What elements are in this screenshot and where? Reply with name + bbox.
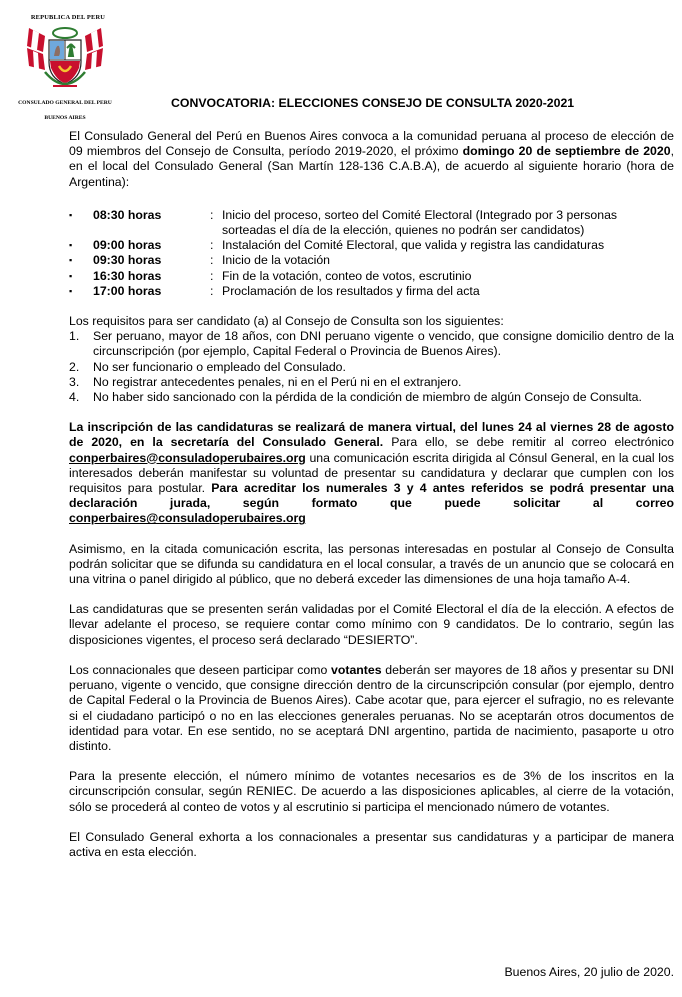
- requirement-number: 2.: [69, 359, 80, 374]
- schedule-desc: Inicio del proceso, sorteo del Comité Electoral (Integrado por 3 personas sorteadas el día de la elección, quienes no podrán ser candidatos): [222, 207, 618, 238]
- schedule-colon: :: [210, 238, 214, 253]
- asimismo-paragraph: Asimismo, en la citada comunicación escrita, las personas interesadas en postular al Consejo de Consulta podrán solicitar que se difunda su candidatura en el local consular, a través de un anuncio que se colocará en una vitrina o panel dirigido al público, que no deberá exceder las dimensiones de una hoja tamaño A-4.: [69, 541, 674, 587]
- requirement-item: [69, 360, 674, 375]
- schedule-item: [69, 238, 674, 253]
- exhort-paragraph: El Consulado General exhorta a los connacionales a presentar sus candidaturas y a participar de manera activa en esta elección.: [69, 829, 674, 859]
- schedule-item: [69, 284, 674, 299]
- requirement-text: No ser funcionario o empleado del Consulado.: [93, 359, 346, 374]
- bullet-icon: ▪: [69, 255, 73, 266]
- requirement-item: [69, 329, 674, 359]
- requirements-intro: Los requisitos para ser candidato (a) al Consejo de Consulta son los siguientes:: [69, 314, 504, 329]
- schedule-colon: :: [210, 253, 214, 268]
- republic-label: REPUBLICA DEL PERU: [30, 14, 106, 21]
- voters-paragraph: [69, 663, 674, 754]
- schedule-time: 16:30 horas: [93, 268, 162, 283]
- coat-of-arms-icon: [23, 26, 107, 96]
- schedule-desc: Instalación del Comité Electoral, que valida y registra las candidaturas: [222, 238, 605, 253]
- registration-bold: La inscripción de las candidaturas se realizará de manera virtual, del lunes 24 al viernes 28 de agosto de 2020, en la secretaría del Consulado General.: [69, 420, 674, 450]
- voters-text: Los connacionales que deseen participar como: [69, 662, 332, 677]
- schedule-time: 08:30 horas: [93, 207, 162, 222]
- requirements-list: [69, 329, 674, 405]
- requirement-number: 4.: [69, 390, 80, 405]
- bullet-icon: ▪: [69, 270, 73, 281]
- schedule-time: 09:30 horas: [93, 253, 162, 268]
- bullet-icon: ▪: [69, 285, 73, 296]
- schedule-colon: :: [210, 283, 214, 298]
- intro-paragraph: [69, 129, 674, 190]
- consulate-label: CONSULADO GENERAL DEL PERU: [18, 100, 112, 107]
- intro-text: El Consulado General del Perú en Buenos Aires convoca a la comunidad peruana al proceso de elección de 09 miembros del Consejo de Consulta, período 2019-2020, el próximo: [69, 129, 674, 159]
- schedule-colon: :: [210, 207, 214, 222]
- schedule-item: [69, 269, 674, 284]
- signature-date: Buenos Aires, 20 julio de 2020.: [504, 965, 674, 979]
- city-label: BUENOS AIRES: [44, 115, 86, 122]
- intro-text-2: , en el local del Consulado General (San Martín 128-136 C.A.B.A), de acuerdo al siguiente horario (hora de Argentina):: [69, 144, 674, 189]
- voters-text-2: deberán ser mayores de 18 años y presentar su DNI peruano, vigente o vencido, que consigne dirección dentro de la circunscripción consular (por ejemplo, dentro de Capital Federal o la Provincia de Buenos Aires). Cabe acotar que, para ejercer el sufragio, no es relevante si el ciudadano participó o no en las elecciones generales peruanas. No se aceptarán otros documentos de identidad para votar. En ese sentido, no se aceptará DNI argentino, partida de nacimiento, pasaporte u otro distinto.: [69, 662, 675, 753]
- voters-bold: votantes: [331, 662, 382, 677]
- schedule-item: [69, 208, 674, 238]
- requirement-number: 3.: [69, 374, 80, 389]
- registration-paragraph: [69, 420, 674, 526]
- election-date: domingo 20 de septiembre de 2020: [462, 144, 671, 159]
- requirement-item: [69, 375, 674, 390]
- schedule-item: [69, 253, 674, 268]
- email-link-2[interactable]: conperbaires@consuladoperubaires.org: [69, 511, 306, 526]
- requirement-text: No haber sido sancionado con la pérdida de la condición de miembro de algún Consejo de Consulta.: [93, 390, 642, 405]
- bullet-icon: ▪: [69, 209, 73, 220]
- schedule-time: 17:00 horas: [93, 283, 162, 298]
- registration-text-2: una comunicación escrita dirigida al Cónsul General, en la cual los interesados deberán manifestar su voluntad de presentar su candidatura y declarar que cumplen con los requisitos para postular.: [69, 450, 674, 496]
- schedule-colon: :: [210, 268, 214, 283]
- registration-text: Para ello, se debe remitir al correo electrónico: [383, 435, 674, 450]
- validation-paragraph: Las candidaturas que se presenten serán validadas por el Comité Electoral el día de la elección. A efectos de llevar adelante el proceso, se requiere contar como mínimo con 9 candidatos. De lo contrario, según las disposiciones vigentes, el proceso será declarado “DESIERTO”.: [69, 602, 674, 647]
- requirement-item: [69, 390, 674, 405]
- document-body: [69, 129, 674, 860]
- requirement-number: 1.: [69, 329, 80, 344]
- bullet-icon: ▪: [69, 240, 73, 251]
- schedule-desc: Proclamación de los resultados y firma del acta: [222, 283, 480, 298]
- document-title: CONVOCATORIA: ELECCIONES CONSEJO DE CONSULTA 2020-2021: [171, 96, 575, 110]
- minimum-paragraph: Para la presente elección, el número mínimo de votantes necesarios es de 3% de los inscritos en la circunscripción consular, según RENIEC. De acuerdo a las disposiciones aplicables, al cierre de la votación, sólo se procederá al conteo de votos y al escrutinio si participa el mencionado número de votantes.: [69, 769, 674, 814]
- consulate-logo: [4, 10, 126, 122]
- requirement-text: Ser peruano, mayor de 18 años, con DNI peruano vigente o vencido, que consigne domicilio dentro de la circunscripción (por ejemplo, Capital Federal o Provincia de Buenos Aires).: [93, 329, 674, 359]
- schedule-desc: Inicio de la votación: [222, 253, 331, 268]
- schedule-desc: Fin de la votación, conteo de votos, escrutinio: [222, 268, 472, 283]
- requirement-text: No registrar antecedentes penales, ni en el Perú ni en el extranjero.: [93, 374, 462, 389]
- registration-bold-2: Para acreditar los numerales 3 y 4 antes referidos se podrá presentar una declaración jurada, según formato que puede solicitar al correo: [69, 481, 674, 511]
- schedule-list: [69, 208, 674, 299]
- email-link[interactable]: conperbaires@consuladoperubaires.org: [69, 450, 306, 465]
- schedule-time: 09:00 horas: [93, 238, 162, 253]
